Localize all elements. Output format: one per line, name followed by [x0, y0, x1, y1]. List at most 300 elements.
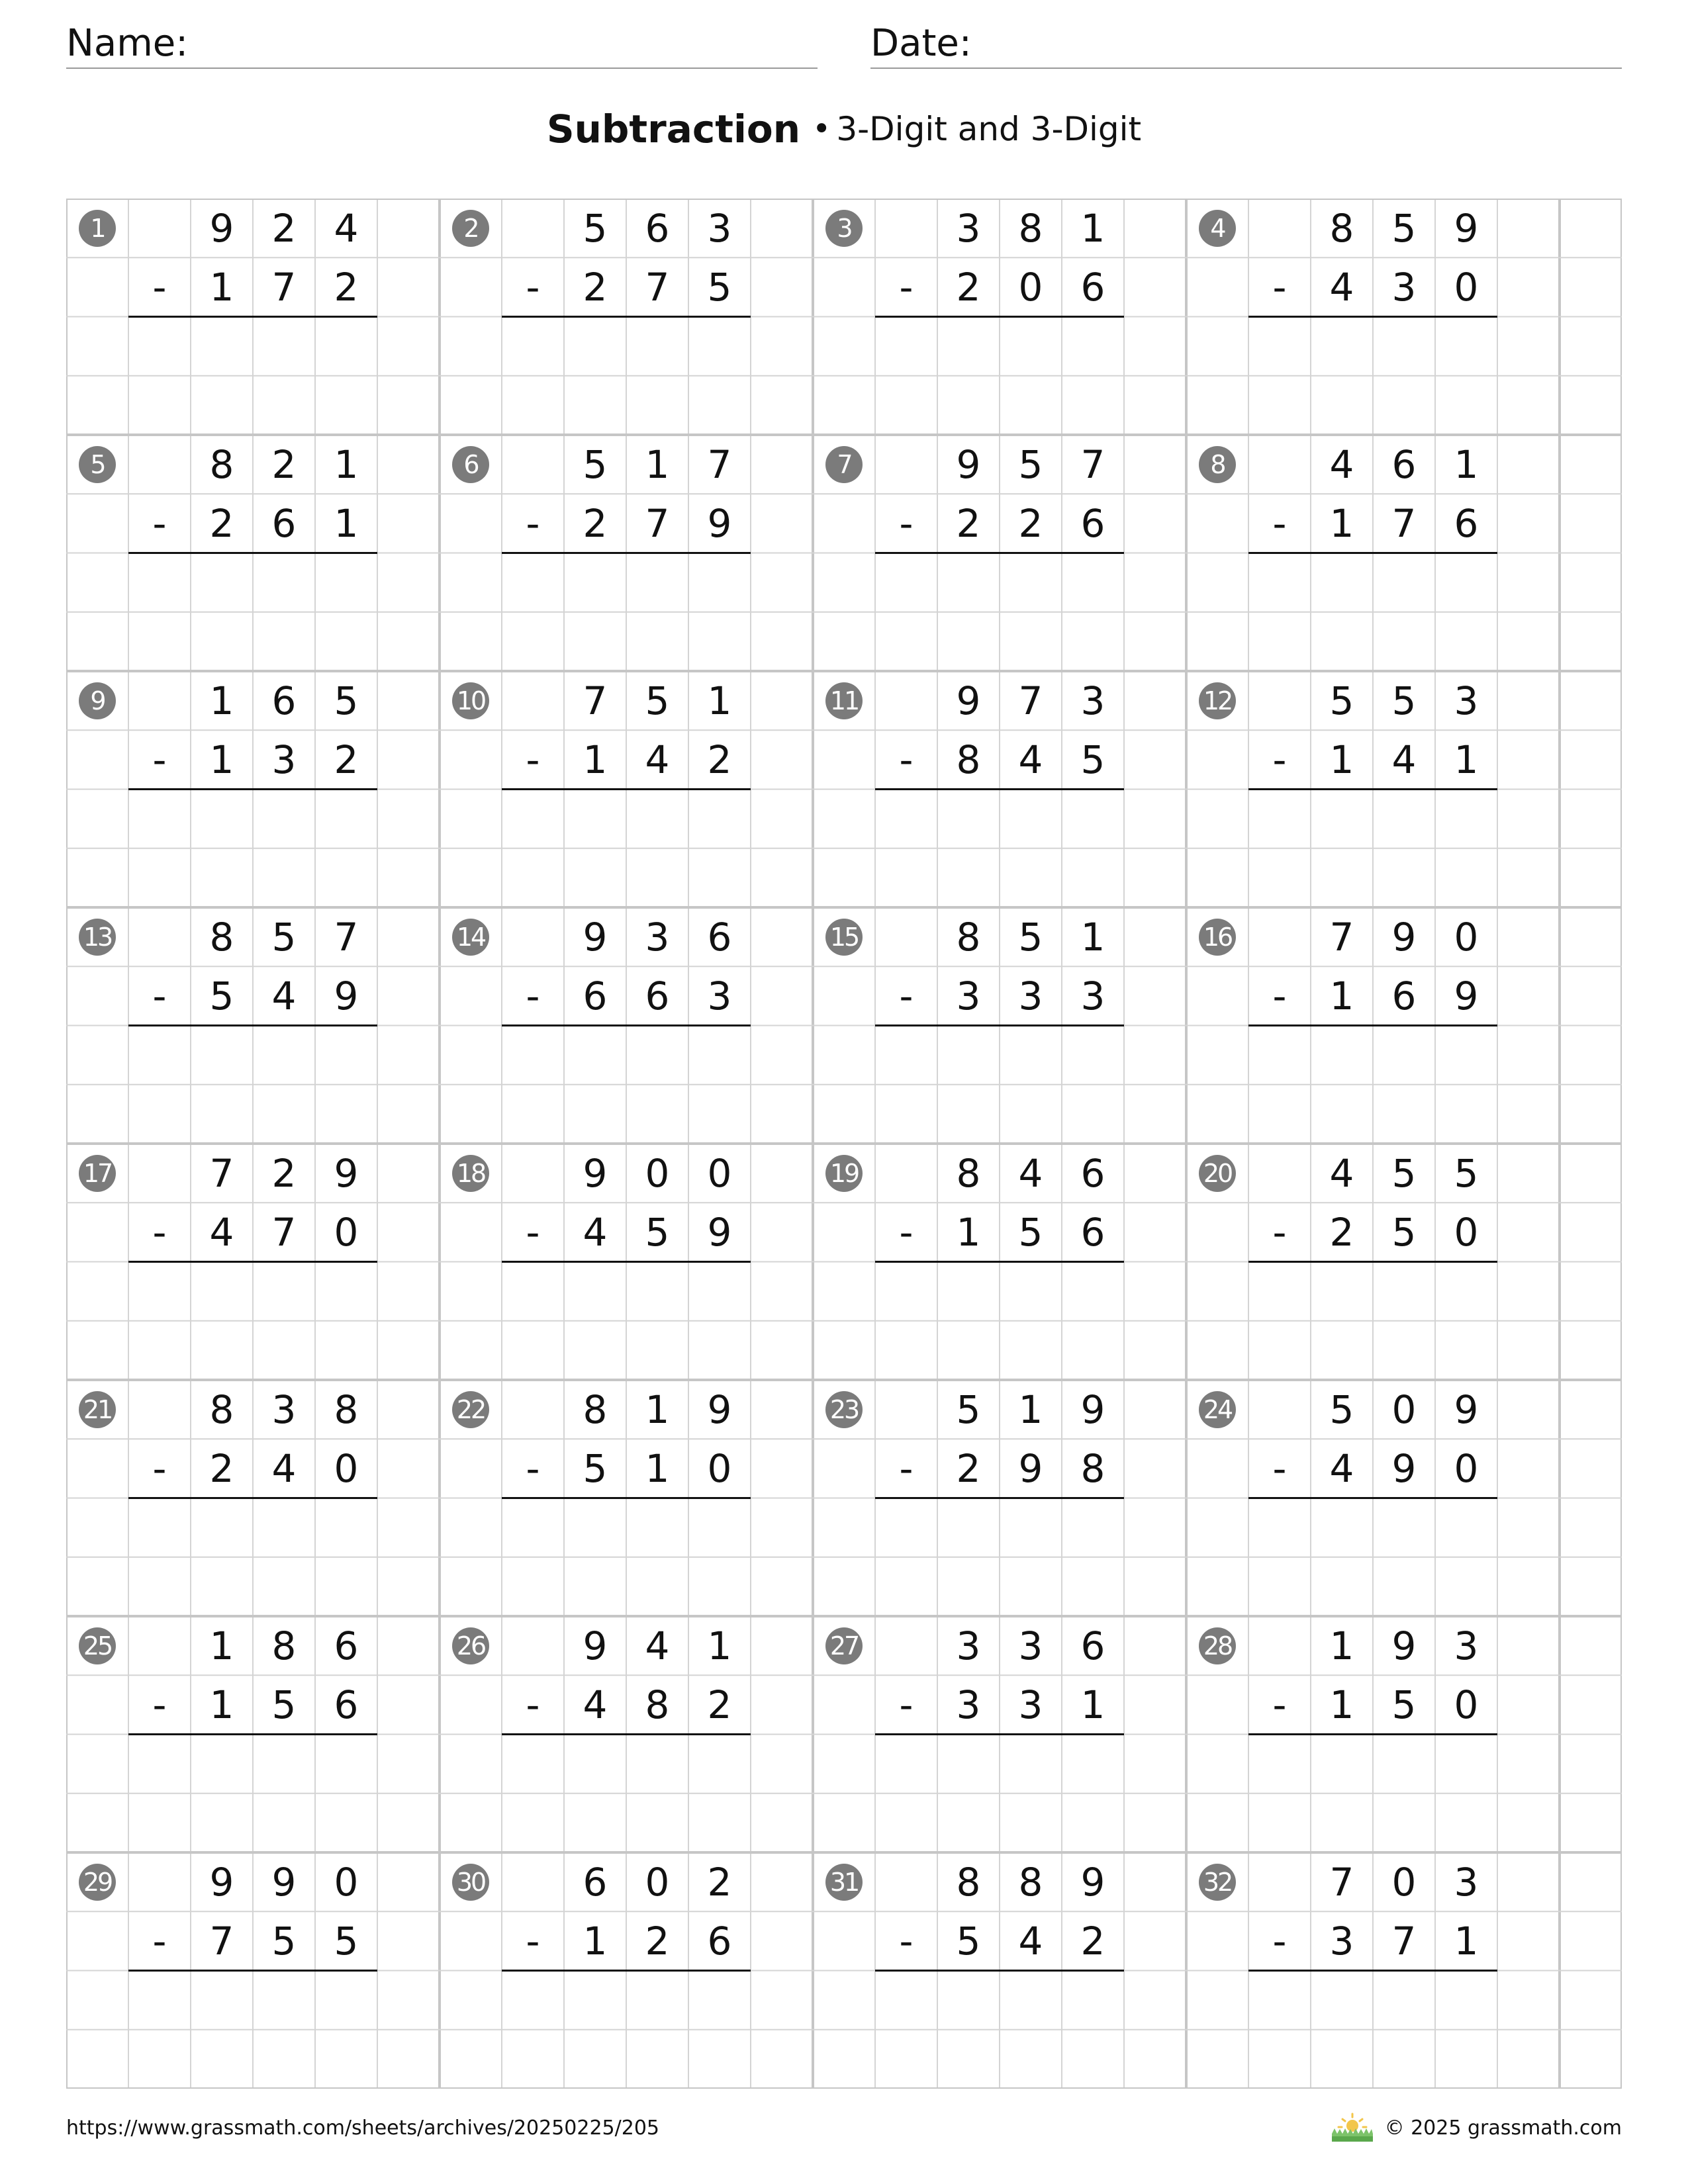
- answer-area[interactable]: [128, 1498, 377, 1617]
- minuend-digit: 8: [209, 441, 234, 487]
- answer-area[interactable]: [1248, 1971, 1497, 2089]
- minus-sign: -: [1272, 500, 1287, 546]
- minuend-digit: 5: [1391, 1150, 1417, 1196]
- subtrahend-digit: 5: [271, 1682, 297, 1727]
- minuend-digit: 9: [334, 1150, 359, 1196]
- minuend-digit: 4: [1329, 1150, 1354, 1196]
- minuend-digit: 6: [707, 914, 732, 960]
- answer-area[interactable]: [875, 1262, 1124, 1381]
- problem-21: [66, 1380, 440, 1616]
- answer-area[interactable]: [502, 790, 751, 908]
- subtrahend-digit: 3: [1080, 973, 1105, 1019]
- answer-area[interactable]: [128, 1971, 377, 2089]
- answer-area[interactable]: [1248, 790, 1497, 908]
- answer-area[interactable]: [502, 1735, 751, 1853]
- subtrahend-digit: 0: [1454, 264, 1479, 310]
- minuend-digit: 7: [1329, 1859, 1354, 1905]
- subtrahend-digit: 5: [956, 1918, 981, 1964]
- minuend-digit: 0: [645, 1150, 670, 1196]
- problem-27: [813, 1616, 1186, 1852]
- minuend-digit: 7: [583, 678, 608, 723]
- subtrahend-digit: 6: [707, 1918, 732, 1964]
- problem-number-badge: 8: [1199, 446, 1236, 483]
- minus-sign: -: [899, 973, 914, 1019]
- minus-sign: -: [152, 1209, 167, 1255]
- subtrahend-digit: 8: [645, 1682, 670, 1727]
- subtrahend-digit: 5: [1018, 1209, 1043, 1255]
- subtrahend-digit: 4: [1018, 1918, 1043, 1964]
- minuend-digit: 1: [1080, 914, 1105, 960]
- subtrahend-digit: 2: [1080, 1918, 1105, 1964]
- minus-sign: -: [526, 737, 540, 782]
- minus-sign: -: [899, 737, 914, 782]
- problem-number-badge: 27: [825, 1627, 863, 1664]
- minuend-digit: 0: [645, 1859, 670, 1905]
- problem-number-badge: 13: [79, 919, 116, 956]
- subtrahend-digit: 1: [1454, 1918, 1479, 1964]
- subtrahend-digit: 4: [271, 973, 297, 1019]
- subtrahend-digit: 2: [707, 1682, 732, 1727]
- subtrahend-digit: 3: [707, 973, 732, 1019]
- problem-14: [440, 907, 813, 1144]
- minuend-digit: 7: [209, 1150, 234, 1196]
- subtrahend-digit: 5: [707, 264, 732, 310]
- problem-30: [440, 1852, 813, 2089]
- subtrahend-digit: 5: [209, 973, 234, 1019]
- subtrahend-digit: 1: [645, 1445, 670, 1491]
- minus-sign: -: [526, 973, 540, 1019]
- answer-area[interactable]: [128, 1735, 377, 1853]
- answer-area[interactable]: [875, 1971, 1124, 2089]
- subtrahend-digit: 2: [956, 500, 981, 546]
- sun-over-grass-icon: [1331, 2111, 1374, 2143]
- subtrahend-digit: 0: [707, 1445, 732, 1491]
- subtrahend-digit: 7: [271, 1209, 297, 1255]
- minuend-digit: 9: [1080, 1387, 1105, 1432]
- minuend-digit: 5: [645, 678, 670, 723]
- minuend-digit: 3: [707, 205, 732, 251]
- date-field[interactable]: [870, 20, 1622, 69]
- subtrahend-digit: 2: [209, 1445, 234, 1491]
- subtrahend-digit: 7: [271, 264, 297, 310]
- subtrahend-digit: 1: [1454, 737, 1479, 782]
- subtrahend-digit: 4: [209, 1209, 234, 1255]
- minuend-digit: 9: [583, 914, 608, 960]
- minuend-digit: 8: [583, 1387, 608, 1432]
- minuend-digit: 3: [1018, 1623, 1043, 1668]
- minuend-digit: 0: [1454, 914, 1479, 960]
- problem-number-badge: 24: [1199, 1391, 1236, 1428]
- minus-sign: -: [1272, 1682, 1287, 1727]
- minuend-digit: 5: [1391, 678, 1417, 723]
- minus-sign: -: [1272, 1445, 1287, 1491]
- subtrahend-digit: 6: [334, 1682, 359, 1727]
- minuend-digit: 3: [956, 1623, 981, 1668]
- minus-sign: -: [152, 1682, 167, 1727]
- problem-number-badge: 21: [79, 1391, 116, 1428]
- minuend-digit: 8: [271, 1623, 297, 1668]
- answer-area[interactable]: [128, 317, 377, 435]
- date-label: Date:: [870, 22, 972, 65]
- minus-sign: -: [526, 1682, 540, 1727]
- answer-area[interactable]: [875, 317, 1124, 435]
- minus-sign: -: [899, 1445, 914, 1491]
- problem-20: [1186, 1144, 1560, 1380]
- subtrahend-digit: 1: [209, 1682, 234, 1727]
- subtrahend-digit: 1: [1329, 737, 1354, 782]
- subtrahend-digit: 1: [583, 1918, 608, 1964]
- minuend-digit: 0: [1391, 1387, 1417, 1432]
- subtrahend-digit: 6: [1391, 973, 1417, 1019]
- minus-sign: -: [526, 264, 540, 310]
- subtrahend-digit: 3: [1018, 1682, 1043, 1727]
- minuend-digit: 7: [1080, 441, 1105, 487]
- minus-sign: -: [1272, 737, 1287, 782]
- minus-sign: -: [152, 1918, 167, 1964]
- minuend-digit: 5: [271, 914, 297, 960]
- subtrahend-digit: 2: [334, 264, 359, 310]
- minuend-digit: 0: [707, 1150, 732, 1196]
- worksheet-title: Subtraction: [546, 107, 801, 152]
- problem-23: [813, 1380, 1186, 1616]
- minuend-digit: 6: [1080, 1150, 1105, 1196]
- problem-number-badge: 30: [452, 1864, 489, 1901]
- answer-area[interactable]: [502, 1971, 751, 2089]
- problem-number-badge: 6: [452, 446, 489, 483]
- minuend-digit: 6: [334, 1623, 359, 1668]
- problem-4: [1186, 199, 1560, 435]
- minus-sign: -: [899, 500, 914, 546]
- problem-number-badge: 16: [1199, 919, 1236, 956]
- subtrahend-digit: 6: [1080, 500, 1105, 546]
- minuend-digit: 9: [583, 1623, 608, 1668]
- minuend-digit: 8: [1329, 205, 1354, 251]
- subtrahend-digit: 9: [707, 500, 732, 546]
- subtrahend-digit: 4: [1018, 737, 1043, 782]
- problem-25: [66, 1616, 440, 1852]
- subtrahend-digit: 4: [1329, 264, 1354, 310]
- subtrahend-digit: 5: [1391, 1682, 1417, 1727]
- subtrahend-digit: 8: [1080, 1445, 1105, 1491]
- answer-area[interactable]: [875, 1026, 1124, 1144]
- minuend-digit: 9: [583, 1150, 608, 1196]
- subtrahend-digit: 1: [209, 737, 234, 782]
- minuend-digit: 1: [209, 1623, 234, 1668]
- subtrahend-digit: 4: [1329, 1445, 1354, 1491]
- subtrahend-digit: 0: [1018, 264, 1043, 310]
- problem-29: [66, 1852, 440, 2089]
- name-field[interactable]: [66, 20, 818, 69]
- subtrahend-digit: 2: [1329, 1209, 1354, 1255]
- subtrahend-digit: 2: [583, 264, 608, 310]
- minuend-digit: 8: [1018, 205, 1043, 251]
- minuend-digit: 5: [1329, 678, 1354, 723]
- minuend-digit: 1: [334, 441, 359, 487]
- subtrahend-digit: 1: [956, 1209, 981, 1255]
- minuend-digit: 6: [1080, 1623, 1105, 1668]
- problem-18: [440, 1144, 813, 1380]
- minus-sign: -: [152, 264, 167, 310]
- answer-area[interactable]: [502, 317, 751, 435]
- answer-area[interactable]: [1248, 1735, 1497, 1853]
- answer-area[interactable]: [875, 1498, 1124, 1617]
- minus-sign: -: [526, 1209, 540, 1255]
- subtrahend-digit: 6: [1080, 1209, 1105, 1255]
- problem-12: [1186, 671, 1560, 907]
- minuend-digit: 5: [583, 205, 608, 251]
- subtrahend-digit: 5: [334, 1918, 359, 1964]
- subtrahend-digit: 1: [1080, 1682, 1105, 1727]
- answer-area[interactable]: [1248, 1026, 1497, 1144]
- minuend-digit: 9: [1454, 1387, 1479, 1432]
- minuend-digit: 1: [1018, 1387, 1043, 1432]
- subtrahend-digit: 2: [583, 500, 608, 546]
- minuend-digit: 4: [1018, 1150, 1043, 1196]
- minuend-digit: 2: [271, 205, 297, 251]
- answer-area[interactable]: [1248, 317, 1497, 435]
- subtrahend-digit: 2: [1018, 500, 1043, 546]
- minuend-digit: 3: [1454, 678, 1479, 723]
- minuend-digit: 3: [956, 205, 981, 251]
- minuend-digit: 1: [1080, 205, 1105, 251]
- subtrahend-digit: 8: [956, 737, 981, 782]
- subtrahend-digit: 7: [645, 264, 670, 310]
- subtrahend-digit: 4: [271, 1445, 297, 1491]
- subtrahend-digit: 5: [271, 1918, 297, 1964]
- answer-area[interactable]: [1248, 1262, 1497, 1381]
- minuend-digit: 0: [1391, 1859, 1417, 1905]
- problem-3: [813, 199, 1186, 435]
- subtrahend-digit: 2: [707, 737, 732, 782]
- problem-grid: [66, 199, 1622, 2089]
- minuend-digit: 9: [1454, 205, 1479, 251]
- worksheet-title-line: [0, 99, 1688, 159]
- minuend-digit: 9: [209, 1859, 234, 1905]
- minuend-digit: 1: [707, 1623, 732, 1668]
- subtrahend-digit: 9: [1454, 973, 1479, 1019]
- minuend-digit: 9: [1391, 1623, 1417, 1668]
- subtrahend-digit: 4: [1391, 737, 1417, 782]
- subtrahend-digit: 1: [334, 500, 359, 546]
- minus-sign: -: [1272, 1209, 1287, 1255]
- problem-5: [66, 435, 440, 671]
- minuend-digit: 9: [707, 1387, 732, 1432]
- subtrahend-digit: 3: [271, 737, 297, 782]
- minuend-digit: 8: [209, 914, 234, 960]
- subtrahend-digit: 1: [1329, 1682, 1354, 1727]
- problem-9: [66, 671, 440, 907]
- subtrahend-digit: 6: [271, 500, 297, 546]
- problem-32: [1186, 1852, 1560, 2089]
- answer-area[interactable]: [502, 553, 751, 672]
- minus-sign: -: [1272, 1918, 1287, 1964]
- problem-number-badge: 5: [79, 446, 116, 483]
- minuend-digit: 0: [334, 1859, 359, 1905]
- minuend-digit: 4: [334, 205, 359, 251]
- title-separator: •: [812, 111, 831, 148]
- problem-13: [66, 907, 440, 1144]
- minuend-digit: 6: [271, 678, 297, 723]
- minuend-digit: 8: [209, 1387, 234, 1432]
- problem-number-badge: 4: [1199, 210, 1236, 247]
- minuend-digit: 7: [334, 914, 359, 960]
- answer-area[interactable]: [502, 1498, 751, 1617]
- subtrahend-digit: 3: [1329, 1918, 1354, 1964]
- subtrahend-digit: 2: [956, 264, 981, 310]
- minuend-digit: 8: [334, 1387, 359, 1432]
- minus-sign: -: [899, 1209, 914, 1255]
- subtrahend-digit: 6: [1454, 500, 1479, 546]
- problem-8: [1186, 435, 1560, 671]
- footer-url[interactable]: https://www.grassmath.com/sheets/archives/20250225/205: [66, 2116, 660, 2140]
- subtrahend-digit: 9: [1391, 1445, 1417, 1491]
- problem-number-badge: 26: [452, 1627, 489, 1664]
- subtrahend-digit: 0: [334, 1445, 359, 1491]
- minus-sign: -: [1272, 264, 1287, 310]
- minus-sign: -: [526, 500, 540, 546]
- minuend-digit: 3: [1454, 1859, 1479, 1905]
- subtrahend-digit: 2: [209, 500, 234, 546]
- answer-area[interactable]: [1248, 553, 1497, 672]
- subtrahend-digit: 1: [583, 737, 608, 782]
- minuend-digit: 2: [271, 1150, 297, 1196]
- minus-sign: -: [152, 973, 167, 1019]
- problem-7: [813, 435, 1186, 671]
- subtrahend-digit: 6: [645, 973, 670, 1019]
- subtrahend-digit: 2: [334, 737, 359, 782]
- minuend-digit: 8: [956, 914, 981, 960]
- minus-sign: -: [899, 264, 914, 310]
- subtrahend-digit: 5: [583, 1445, 608, 1491]
- problem-number-badge: 22: [452, 1391, 489, 1428]
- minuend-digit: 5: [956, 1387, 981, 1432]
- subtrahend-digit: 2: [956, 1445, 981, 1491]
- problem-number-badge: 18: [452, 1155, 489, 1192]
- answer-area[interactable]: [1248, 1498, 1497, 1617]
- minuend-digit: 8: [956, 1859, 981, 1905]
- problem-16: [1186, 907, 1560, 1144]
- problem-number-badge: 9: [79, 682, 116, 719]
- subtrahend-digit: 1: [1329, 500, 1354, 546]
- problem-26: [440, 1616, 813, 1852]
- subtrahend-digit: 7: [1391, 1918, 1417, 1964]
- subtrahend-digit: 3: [1391, 264, 1417, 310]
- problem-number-badge: 29: [79, 1864, 116, 1901]
- answer-area[interactable]: [128, 1026, 377, 1144]
- answer-area[interactable]: [128, 790, 377, 908]
- subtrahend-digit: 7: [1391, 500, 1417, 546]
- subtrahend-digit: 1: [209, 264, 234, 310]
- minuend-digit: 8: [1018, 1859, 1043, 1905]
- minuend-digit: 1: [645, 1387, 670, 1432]
- subtrahend-digit: 5: [1391, 1209, 1417, 1255]
- minus-sign: -: [152, 737, 167, 782]
- minuend-digit: 9: [1080, 1859, 1105, 1905]
- problem-11: [813, 671, 1186, 907]
- subtrahend-digit: 4: [583, 1682, 608, 1727]
- subtrahend-digit: 6: [1080, 264, 1105, 310]
- problem-2: [440, 199, 813, 435]
- minus-sign: -: [899, 1682, 914, 1727]
- problem-31: [813, 1852, 1186, 2089]
- answer-area[interactable]: [128, 1262, 377, 1381]
- minuend-digit: 3: [1454, 1623, 1479, 1668]
- minus-sign: -: [526, 1918, 540, 1964]
- answer-area[interactable]: [875, 790, 1124, 908]
- subtrahend-digit: 0: [1454, 1445, 1479, 1491]
- answer-area[interactable]: [502, 1026, 751, 1144]
- minuend-digit: 3: [271, 1387, 297, 1432]
- subtrahend-digit: 3: [1018, 973, 1043, 1019]
- minuend-digit: 6: [583, 1859, 608, 1905]
- minuend-digit: 7: [1329, 914, 1354, 960]
- problem-number-badge: 15: [825, 919, 863, 956]
- minuend-digit: 7: [707, 441, 732, 487]
- subtrahend-digit: 0: [1454, 1209, 1479, 1255]
- answer-area[interactable]: [875, 1735, 1124, 1853]
- subtrahend-digit: 5: [1080, 737, 1105, 782]
- answer-area[interactable]: [502, 1262, 751, 1381]
- minus-sign: -: [152, 1445, 167, 1491]
- minuend-digit: 5: [1454, 1150, 1479, 1196]
- problem-number-badge: 20: [1199, 1155, 1236, 1192]
- minuend-digit: 4: [1329, 441, 1354, 487]
- minuend-digit: 8: [956, 1150, 981, 1196]
- minuend-digit: 5: [334, 678, 359, 723]
- worksheet-subtitle: 3-Digit and 3-Digit: [836, 110, 1142, 148]
- subtrahend-digit: 9: [707, 1209, 732, 1255]
- minuend-digit: 5: [1391, 205, 1417, 251]
- subtrahend-digit: 4: [583, 1209, 608, 1255]
- problem-17: [66, 1144, 440, 1380]
- subtrahend-digit: 0: [1454, 1682, 1479, 1727]
- minuend-digit: 1: [707, 678, 732, 723]
- minuend-digit: 5: [1018, 441, 1043, 487]
- subtrahend-digit: 9: [1018, 1445, 1043, 1491]
- problem-number-badge: 25: [79, 1627, 116, 1664]
- minuend-digit: 1: [1454, 441, 1479, 487]
- minuend-digit: 5: [1018, 914, 1043, 960]
- answer-area[interactable]: [875, 553, 1124, 672]
- problem-6: [440, 435, 813, 671]
- subtrahend-digit: 4: [645, 737, 670, 782]
- minuend-digit: 7: [1018, 678, 1043, 723]
- copyright-text: © 2025 grassmath.com: [1384, 2116, 1622, 2140]
- problem-28: [1186, 1616, 1560, 1852]
- minuend-digit: 6: [1391, 441, 1417, 487]
- minuend-digit: 2: [707, 1859, 732, 1905]
- name-label: Name:: [66, 22, 189, 65]
- minus-sign: -: [526, 1445, 540, 1491]
- minuend-digit: 1: [645, 441, 670, 487]
- subtrahend-digit: 5: [645, 1209, 670, 1255]
- minuend-digit: 1: [209, 678, 234, 723]
- problem-number-badge: 14: [452, 919, 489, 956]
- minuend-digit: 9: [1391, 914, 1417, 960]
- minuend-digit: 6: [645, 205, 670, 251]
- problem-number-badge: 1: [79, 210, 116, 247]
- problem-number-badge: 19: [825, 1155, 863, 1192]
- answer-area[interactable]: [128, 553, 377, 672]
- minus-sign: -: [1272, 973, 1287, 1019]
- problem-number-badge: 17: [79, 1155, 116, 1192]
- problem-1: [66, 199, 440, 435]
- problem-number-badge: 3: [825, 210, 863, 247]
- minus-sign: -: [152, 500, 167, 546]
- minus-sign: -: [899, 1918, 914, 1964]
- problem-number-badge: 7: [825, 446, 863, 483]
- problem-number-badge: 23: [825, 1391, 863, 1428]
